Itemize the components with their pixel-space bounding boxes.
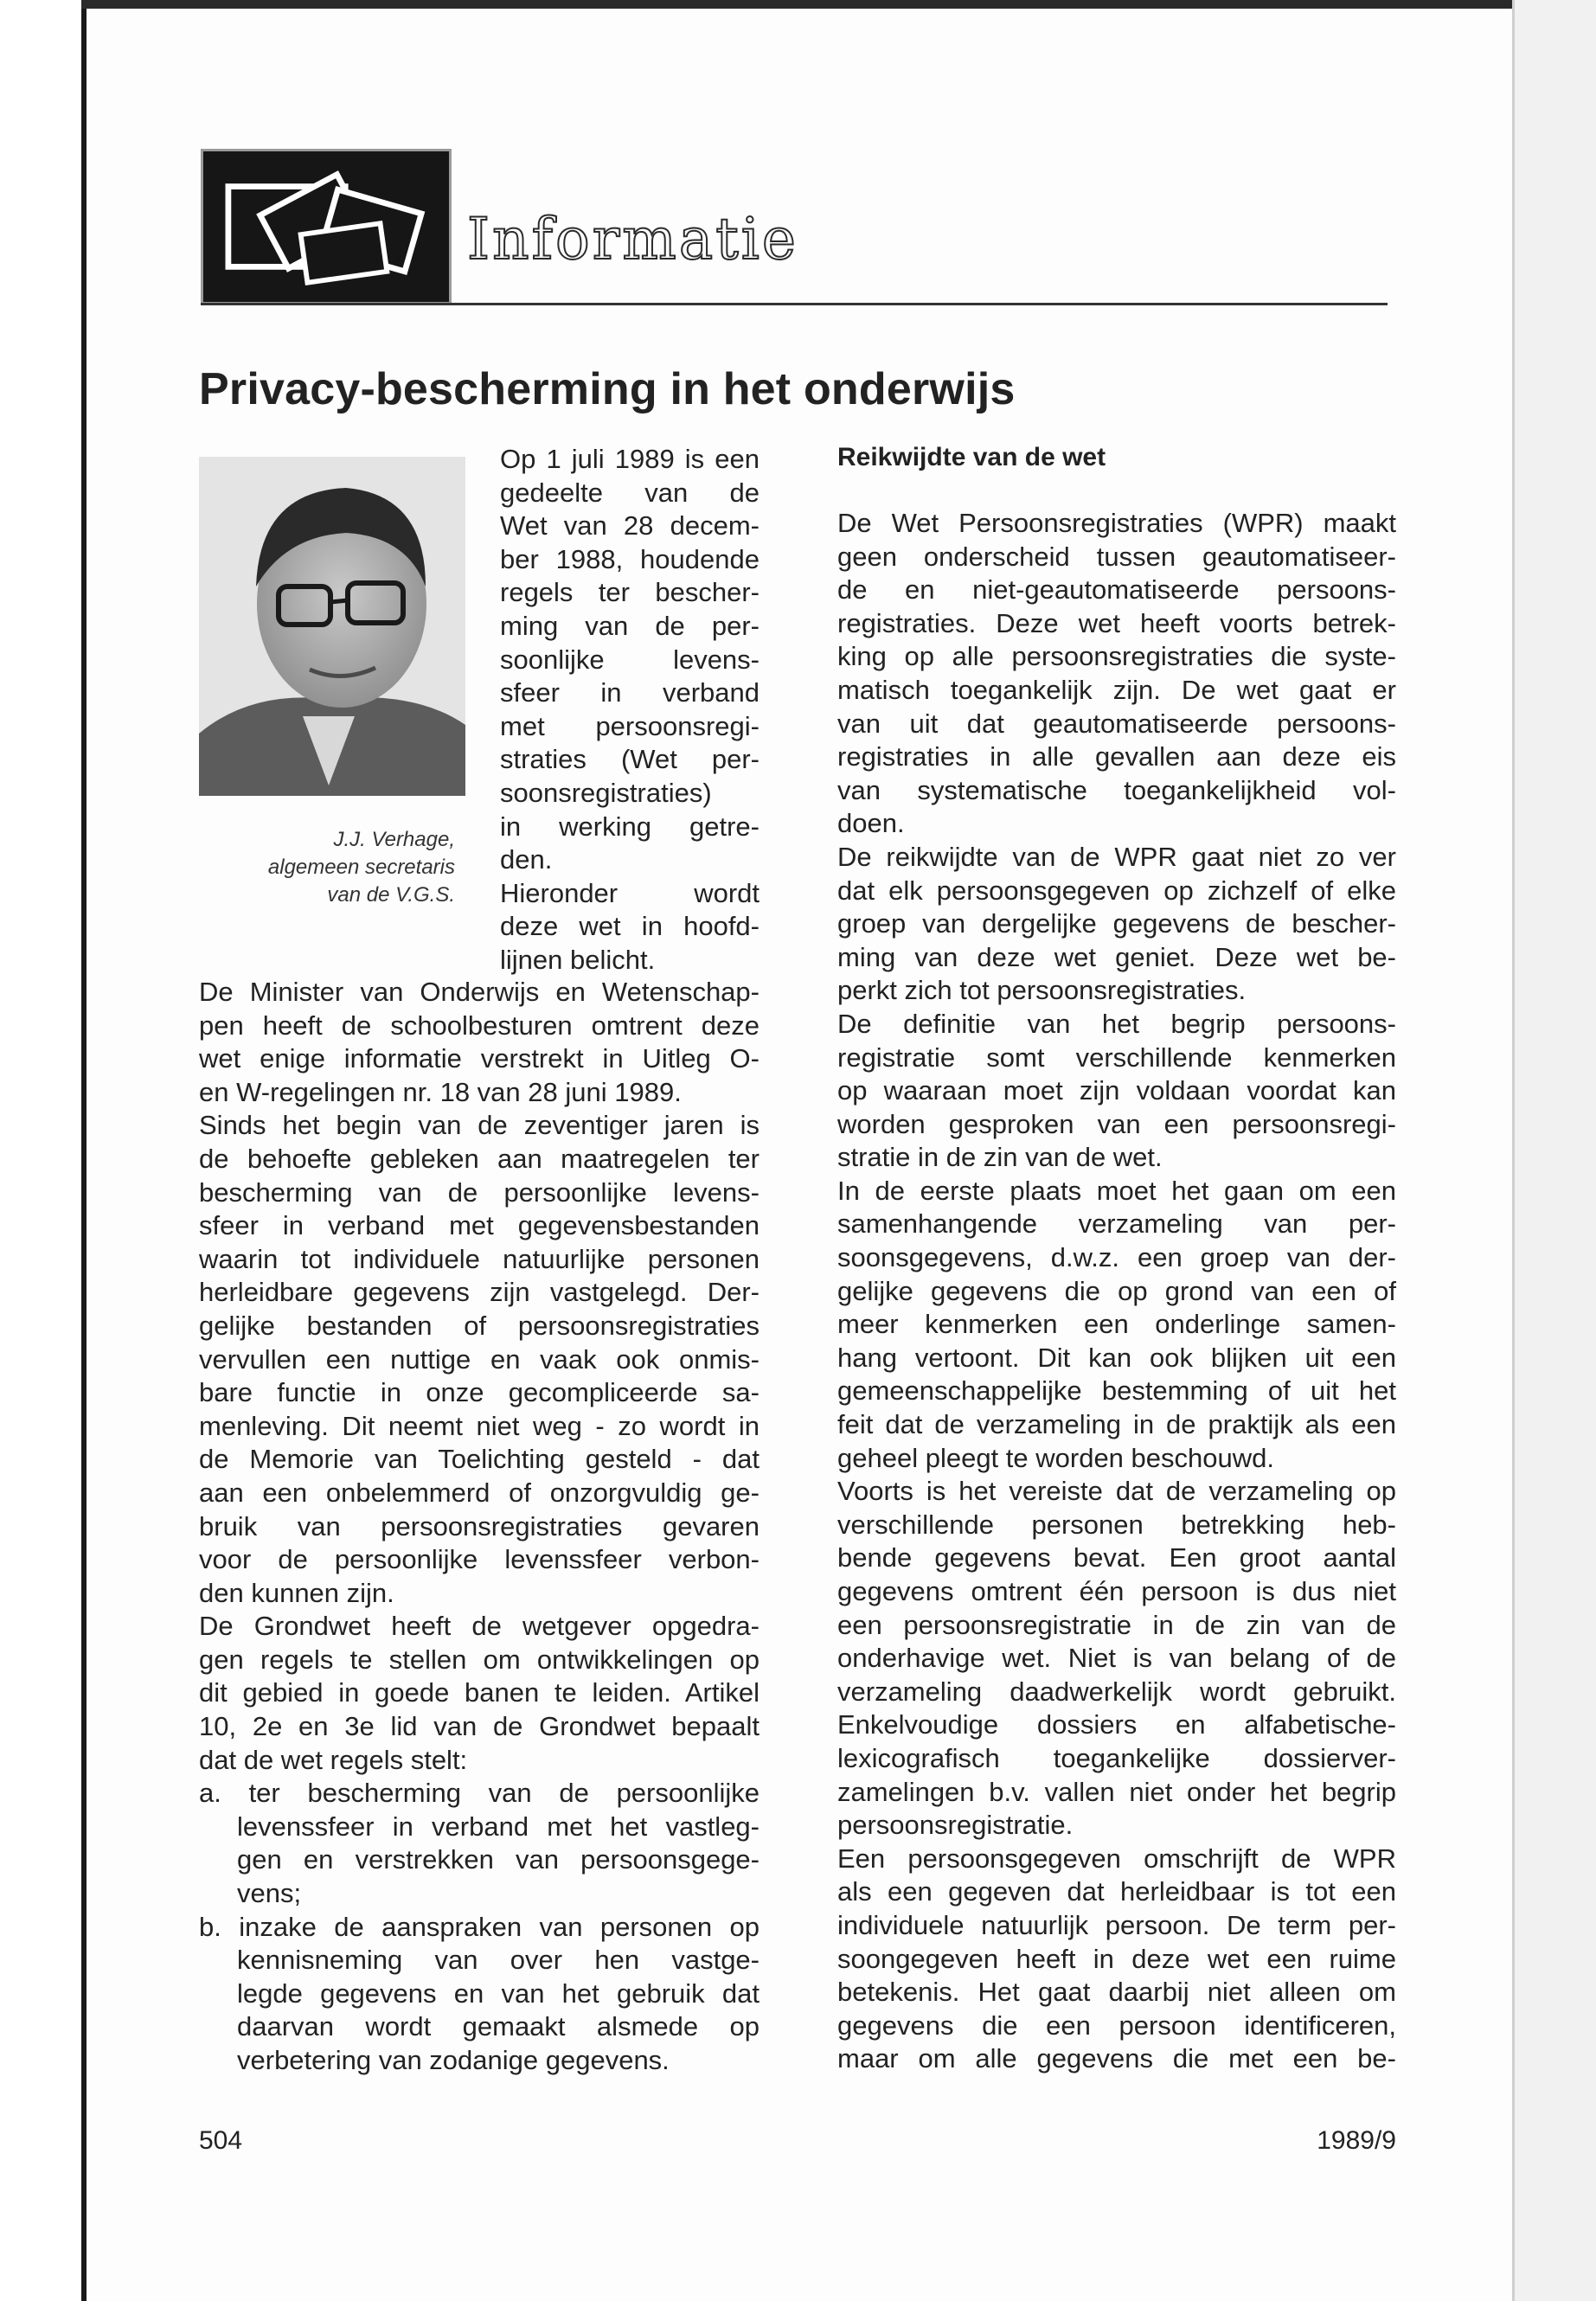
text-line: de en niet-geautomatiseerde persoons- (837, 574, 1396, 606)
text-line: Enkelvoudige dossiers en alfabetische- (837, 1709, 1396, 1740)
text-line: een persoonsregistratie in de zin van de (837, 1609, 1396, 1640)
text-line: soongegeven heeft in deze wet een ruime (837, 1943, 1396, 1974)
scan-edge-right (1512, 0, 1515, 2301)
author-photo (199, 457, 465, 796)
text-line: Sinds het begin van de zeventiger jaren is (199, 1110, 760, 1141)
text-line: geen onderscheid tussen geautomatiseer- (837, 541, 1396, 572)
text-line: legde gegevens en van het gebruik dat (237, 1977, 760, 2009)
text-line: maar om alle gegevens die met een be- (837, 2043, 1396, 2074)
list-item-b: b. inzake de aanspraken van personen op (199, 1911, 760, 1942)
text-line: De Wet Persoonsregistraties (WPR) maakt (837, 508, 1396, 538)
scan-edge-top (81, 0, 1513, 9)
text-line: Voorts is het vereiste dat de verzameling op (837, 1476, 1396, 1507)
text-line: bare functie in onze gecompliceerde sa- (199, 1377, 760, 1408)
text-line: De definitie van het begrip persoons- (837, 1008, 1396, 1039)
text-line: feit dat de verzameling in de praktijk als een (837, 1409, 1396, 1440)
text-line: verschillende personen betrekking heb- (837, 1509, 1396, 1540)
caption-line: van de V.G.S. (327, 883, 455, 907)
informatie-logo (201, 149, 452, 304)
text-line: samenhangende verzameling van per- (837, 1208, 1396, 1240)
text-line: 10, 2e en 3e lid van de Grondwet bepaalt (199, 1711, 760, 1742)
text-line: de Memorie van Toelichting gesteld - dat (199, 1444, 760, 1475)
text-line: ber 1988, houdende (500, 543, 760, 574)
text-line: wet enige informatie verstrekt in Uitleg O- (199, 1043, 760, 1074)
text-line: gedeelte van de (500, 477, 760, 508)
text-line: registraties in alle gevallen aan deze eis (837, 741, 1396, 772)
text-line: verbetering van zodanige gegevens. (237, 2045, 670, 2075)
text-line: in werking getre- (500, 811, 760, 842)
text-line: individuele natuurlijk persoon. De term per- (837, 1909, 1396, 1940)
text-line: herleidbare gegevens zijn vastgelegd. Der- (199, 1277, 760, 1308)
article-column-right (837, 507, 1396, 2076)
text-line: lijnen belicht. (500, 944, 656, 975)
text-line: ming van de per- (500, 610, 760, 641)
text-line: waarin tot individuele natuurlijke personen (199, 1243, 760, 1274)
text-line: De Grondwet heeft de wetgever opgedra- (199, 1611, 760, 1642)
text-line: worden gesproken van een persoonsregi- (837, 1108, 1396, 1139)
text-line: dat elk persoonsgegeven op zichzelf of elke (837, 875, 1396, 906)
text-line: Een persoonsgegeven omschrijft de WPR (837, 1843, 1396, 1874)
text-line: groep van dergelijke gegevens de bescher- (837, 908, 1396, 939)
text-line: soonlijke levens- (500, 644, 760, 675)
text-line: daarvan wordt gemaakt alsmede op (237, 2011, 760, 2042)
text-line: gegevens omtrent één persoon is dus niet (837, 1576, 1396, 1606)
text-line: Wet van 28 decem- (500, 510, 760, 542)
article-title: Privacy-bescherming in het onderwijs (199, 364, 1016, 414)
text-line: doen. (837, 808, 905, 839)
text-line: den. (500, 844, 553, 875)
text-line: vens; (237, 1878, 302, 1909)
text-line: menleving. Dit neemt niet weg - zo wordt in (199, 1410, 760, 1441)
text-line: met persoonsregi- (500, 710, 760, 741)
text-line: op waaraan moet zijn voldaan voordat kan (837, 1075, 1396, 1106)
text-line: lexicografisch toegankelijke dossierver- (837, 1742, 1396, 1773)
text-line: Hieronder wordt (500, 877, 760, 908)
text-line: van systematische toegankelijkheid vol- (837, 774, 1396, 805)
text-line: gegevens die een persoon identificeren, (837, 2009, 1396, 2041)
text-line: de behoefte gebleken aan maatregelen ter (199, 1143, 760, 1174)
text-line: sfeer in verband met gegevensbestanden (199, 1210, 760, 1241)
caption-line: algemeen secretaris (267, 856, 455, 879)
text-line: bende gegevens bevat. Een groot aantal (837, 1542, 1396, 1574)
text-line: voor de persoonlijke levenssfeer verbon- (199, 1544, 760, 1575)
issue-number: 1989/9 (1317, 2126, 1396, 2155)
text-line: onderhavige wet. Niet is van belang of de (837, 1643, 1396, 1674)
text-line: aan een onbelemmerd of onzorgvuldig ge- (199, 1477, 760, 1508)
caption-line: J.J. Verhage, (333, 828, 455, 851)
text-line: dat de wet regels stelt: (199, 1744, 468, 1775)
portrait-image (199, 457, 465, 796)
text-line: stratie in de zin van de wet. (837, 1142, 1163, 1173)
text-line: registratie somt verschillende kenmerken (837, 1042, 1396, 1073)
text-line: zamelingen b.v. vallen niet onder het begrip (837, 1776, 1396, 1807)
text-line: en W-regelingen nr. 18 van 28 juni 1989. (199, 1076, 682, 1107)
text-line: In de eerste plaats moet het gaan om een (837, 1175, 1396, 1206)
list-item-a: a. ter bescherming van de persoonlijke (199, 1778, 760, 1809)
text-line: hang vertoont. Dit kan ook blijken uit een (837, 1342, 1396, 1373)
text-line: matisch toegankelijk zijn. De wet gaat er (837, 674, 1396, 705)
text-line: soonsgegevens, d.w.z. een groep van der- (837, 1242, 1396, 1273)
text-line: sfeer in verband (500, 677, 760, 708)
text-line: meer kenmerken een onderlinge samen- (837, 1309, 1396, 1340)
text-line: bruik van persoonsregistraties gevaren (199, 1510, 760, 1541)
text-line: gelijke bestanden of persoonsregistraties (199, 1310, 760, 1341)
scan-background (1515, 0, 1596, 2301)
text-line: verzameling daadwerkelijk wordt gebruikt. (837, 1676, 1396, 1707)
text-line: als een gegeven dat herleidbaar is tot een (837, 1876, 1396, 1907)
photo-caption (204, 826, 455, 909)
text-line: den kunnen zijn. (199, 1577, 394, 1608)
text-line: persoonsregistratie. (837, 1810, 1074, 1841)
section-label: Informatie (467, 206, 798, 272)
text-line: gen regels te stellen om ontwikkelingen op (199, 1644, 760, 1675)
text-line: De Minister van Onderwijs en Wetenschap- (199, 977, 760, 1007)
page-number: 504 (199, 2126, 243, 2155)
text-line: kennisneming van over hen vastge- (237, 1945, 760, 1976)
text-line: De reikwijdte van de WPR gaat niet zo ver (837, 841, 1396, 872)
text-line: registraties. Deze wet heeft voorts betrek- (837, 607, 1396, 638)
text-line: soonsregistraties) (500, 777, 712, 808)
text-line: perkt zich tot persoonsregistraties. (837, 975, 1247, 1006)
scan-edge-left (81, 0, 87, 2301)
text-line: straties (Wet per- (500, 744, 760, 775)
text-line: king op alle persoonsregistraties die syste- (837, 641, 1396, 672)
text-line: betekenis. Het gaat daarbij niet alleen om (837, 1977, 1396, 2008)
text-line: vervullen een nuttige en vaak ook onmis- (199, 1343, 760, 1375)
text-line: deze wet in hoofd- (500, 911, 760, 942)
text-line: bescherming van de persoonlijke levens- (199, 1176, 760, 1208)
article-intro (500, 443, 760, 977)
text-line: gen en verstrekken van persoonsgege- (237, 1844, 760, 1875)
text-line: van uit dat geautomatiseerde persoons- (837, 708, 1396, 739)
text-line: gemeenschappelijke bestemming of uit het (837, 1375, 1396, 1407)
text-line: ming van deze wet geniet. Deze wet be- (837, 941, 1396, 972)
section-subheading: Reikwijdte van de wet (837, 443, 1106, 471)
section-divider (201, 303, 1388, 305)
text-line: Op 1 juli 1989 is een (500, 444, 760, 474)
text-line: dit gebied in goede banen te leiden. Artikel (199, 1677, 760, 1708)
text-line: pen heeft de schoolbesturen omtrent deze (199, 1009, 760, 1041)
text-line: levenssfeer in verband met het vastleg- (237, 1811, 760, 1842)
text-line: gelijke gegevens die op grond van een of (837, 1275, 1396, 1306)
article-column-left (199, 976, 760, 2078)
stacked-cards-icon (203, 151, 449, 302)
text-line: regels ter bescher- (500, 577, 760, 608)
text-line: geheel pleegt te worden beschouwd. (837, 1442, 1274, 1473)
